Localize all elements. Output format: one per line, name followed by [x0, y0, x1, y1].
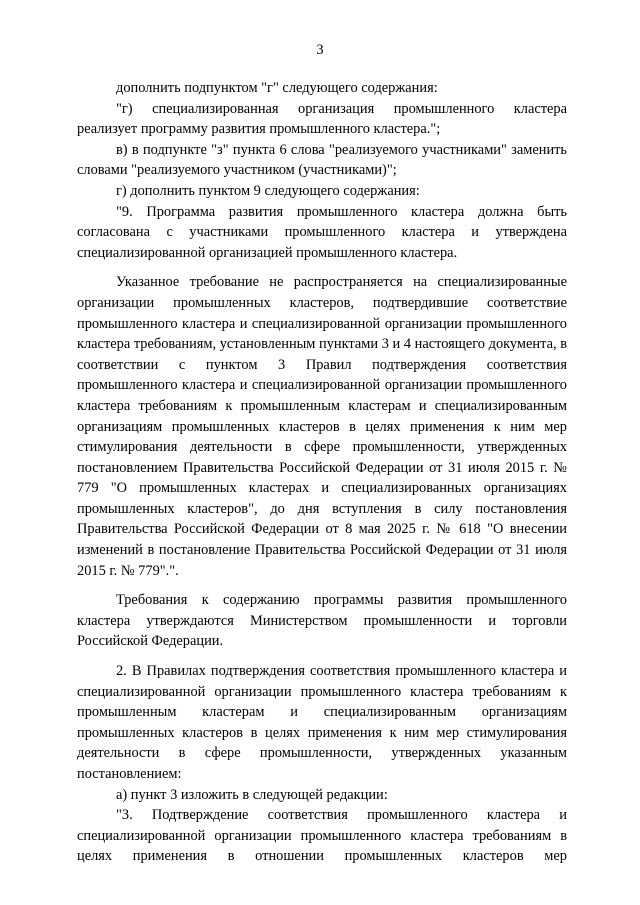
- paragraph-section-2-rules: 2. В Правилах подтверждения соответствия промышленного кластера и специализированной организации промышленного кластера требованиям к промышленным кластерам и специализированным организациям промышленных кластеров в целях применения к ним мер стимулирования деятельности в сфере промышленности, утвержденных указанным постановлением:: [77, 663, 567, 782]
- document-body: [77, 78, 567, 867]
- paragraph-subitem-v: в) в подпункте "з" пункта 6 слова "реализуемого участниками" заменить словами "реализуемого участником (участниками)";: [77, 141, 567, 179]
- paragraph-add-subitem-g: дополнить подпунктом "г" следующего содержания:: [116, 80, 438, 96]
- paragraph-subitem-g-text: "г) специализированная организация промышленного кластера реализует программу развития промышленного кластера.";: [77, 100, 567, 138]
- page-number: 3: [316, 42, 324, 58]
- paragraph-requirement-exception: Указанное требование не распространяется на специализированные организации промышленных кластеров, подтвердившие соответствие промышленного кластера и специализированной организации промышленного кластера требованиям, установленным пунктами 3 и 4 настоящего документа, в соответствии с пунктом 3 Правил подтверждения соответствия промышленного кластера и специализированной организации промышленного кластера требованиям к промышленным кластерам и специализированным организациям промышленных кластеров в целях применения к ним мер стимулирования деятельности в сфере промышленности, утвержденных постановлением Правительства Российской Федерации от 31 июля 2015 г. № 779 "О промышленных кластерах и специализированных организациях промышленных кластеров", до дня вступления в силу постановления Правительства Российской Федерации от 8 мая 2025 г. № 618 "О внесении изменений в постановление Правительства Российской Федерации от 31 июля 2015 г. № 779".".: [77, 274, 567, 579]
- paragraph-program-requirements: Требования к содержанию программы развития промышленного кластера утверждаются Министерством промышленности и торговли Российской Федерации.: [77, 592, 567, 650]
- paragraph-item-3-text: "3. Подтверждение соответствия промышленного кластера и специализированной организации промышленного кластера требованиям в целях применения в отношении промышленных кластеров мер: [77, 807, 567, 865]
- paragraph-add-item-9: г) дополнить пунктом 9 следующего содержания:: [116, 182, 420, 199]
- paragraph-item-9-text: "9. Программа развития промышленного кластера должна быть согласована с участниками промышленного кластера и утверждена специализированной организацией промышленного кластера.: [77, 203, 567, 261]
- paragraph-item-3-new-wording: а) пункт 3 изложить в следующей редакции:: [116, 786, 388, 803]
